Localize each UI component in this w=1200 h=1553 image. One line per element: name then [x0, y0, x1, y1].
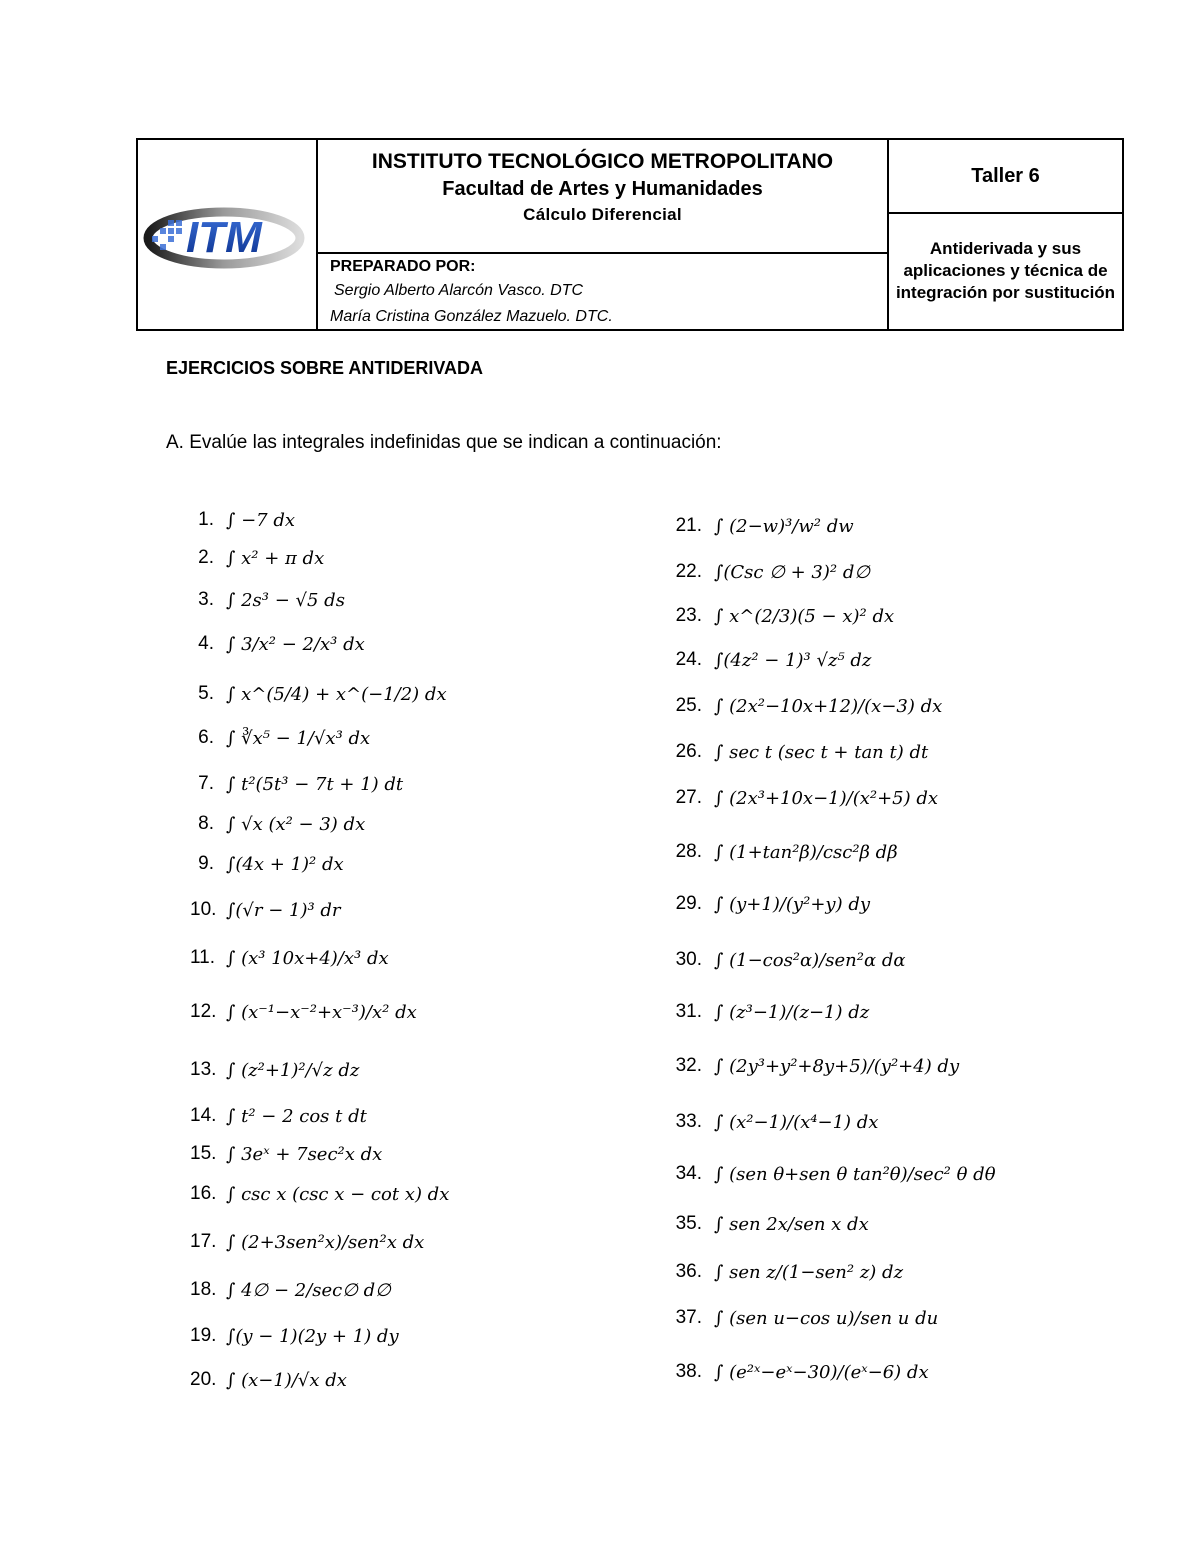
exercise-item: [658, 554, 870, 590]
exercise-number: 5.: [198, 683, 214, 704]
exercise-expression: ∫ (z²+1)²/√z dz: [226, 1059, 360, 1081]
logo-text: ITM: [186, 213, 262, 262]
exercise-expression: ∫ ∛x⁵ − 1/√x³ dx: [226, 727, 371, 749]
exercise-expression: ∫ −7 dx: [226, 509, 296, 531]
exercise-item: [190, 1224, 424, 1260]
exercise-number: 13.: [190, 1059, 217, 1080]
exercise-number: 20.: [190, 1369, 217, 1390]
exercise-item: [190, 1176, 449, 1212]
exercise-item: [190, 540, 324, 576]
exercise-expression: ∫ (1+tan²β)/csc²β dβ: [714, 841, 898, 863]
exercise-expression: ∫ (e²ˣ−eˣ−30)/(eˣ−6) dx: [714, 1361, 929, 1383]
exercise-item: [190, 994, 417, 1030]
exercise-item: [190, 1098, 367, 1134]
exercise-expression: ∫ x^(5/4) + x^(−1/2) dx: [226, 683, 447, 705]
authors-block: [318, 252, 887, 329]
exercise-number: 10.: [190, 899, 217, 920]
exercise-number: 35.: [675, 1213, 702, 1234]
exercise-expression: ∫ (2−w)³/w² dw: [714, 515, 854, 537]
exercise-item: [658, 942, 906, 978]
exercise-expression: ∫(y − 1)(2y + 1) dy: [226, 1325, 399, 1347]
exercise-expression: ∫ 4∅ − 2/sec∅ d∅: [226, 1279, 391, 1301]
exercise-number: 30.: [675, 949, 702, 970]
exercise-item: [658, 642, 871, 678]
exercise-number: 16.: [190, 1183, 217, 1204]
exercise-number: 15.: [190, 1143, 217, 1164]
exercise-expression: ∫ (1−cos²α)/sen²α dα: [714, 949, 906, 971]
exercise-number: 37.: [675, 1307, 702, 1328]
instruction-text: A. Evalúe las integrales indefinidas que se indican a continuación:: [166, 432, 722, 453]
exercise-number: 34.: [675, 1163, 702, 1184]
exercise-number: 29.: [675, 893, 702, 914]
exercise-expression: ∫ (2x²−10x+12)/(x−3) dx: [714, 695, 943, 717]
exercise-expression: ∫ 2s³ − √5 ds: [226, 589, 345, 611]
workshop-title: Taller 6: [889, 140, 1122, 214]
exercise-item: [658, 734, 928, 770]
exercise-item: [190, 720, 370, 756]
exercise-item: [658, 688, 942, 724]
exercise-expression: ∫(√r − 1)³ dr: [226, 899, 341, 921]
exercise-expression: ∫ t² − 2 cos t dt: [226, 1105, 367, 1127]
exercise-number: 23.: [675, 605, 702, 626]
exercise-item: [658, 834, 898, 870]
exercise-number: 27.: [675, 787, 702, 808]
exercise-item: [658, 886, 870, 922]
exercise-expression: ∫ (x³ 10x+4)/x³ dx: [226, 947, 389, 969]
exercise-item: [190, 1318, 399, 1354]
exercise-number: 4.: [198, 633, 214, 654]
institution-cell: [318, 140, 889, 329]
exercise-expression: ∫ sen z/(1−sen² z) dz: [714, 1261, 904, 1283]
exercise-number: 21.: [675, 515, 702, 536]
exercise-expression: ∫(4x + 1)² dx: [226, 853, 344, 875]
exercise-number: 14.: [190, 1105, 217, 1126]
exercise-item: [658, 508, 854, 544]
exercise-item: [190, 1272, 391, 1308]
exercise-item: [190, 892, 341, 928]
exercise-expression: ∫ (sen u−cos u)/sen u du: [714, 1307, 939, 1329]
exercise-expression: ∫ (2+3sen²x)/sen²x dx: [226, 1231, 425, 1253]
exercise-expression: ∫ sen 2x/sen x dx: [714, 1213, 869, 1235]
exercise-item: [190, 502, 295, 538]
section-title: EJERCICIOS SOBRE ANTIDERIVADA: [166, 358, 484, 378]
author-1: Sergio Alberto Alarcón Vasco. DTC: [334, 282, 583, 299]
exercise-item: [190, 806, 365, 842]
exercise-item: [190, 1362, 347, 1398]
header-table: [136, 138, 1124, 331]
itm-logo: [138, 140, 314, 329]
exercise-item: [190, 1136, 382, 1172]
exercise-expression: ∫ √x (x² − 3) dx: [226, 813, 366, 835]
exercise-expression: ∫ (x⁻¹−x⁻²+x⁻³)/x² dx: [226, 1001, 417, 1023]
exercise-number: 11.: [190, 947, 216, 968]
exercise-expression: ∫ x² + π dx: [226, 547, 325, 569]
workshop-topic: Antiderivada y sus aplicaciones y técnica de integración por sustitución: [895, 238, 1116, 302]
exercise-expression: ∫ x^(2/3)(5 − x)² dx: [714, 605, 895, 627]
exercise-item: [190, 940, 389, 976]
exercise-number: 32.: [675, 1055, 702, 1076]
exercise-expression: ∫ (2y³+y²+8y+5)/(y²+4) dy: [714, 1055, 960, 1077]
exercise-number: 9.: [198, 853, 214, 874]
exercise-expression: ∫ sec t (sec t + tan t) dt: [714, 741, 929, 763]
exercise-number: 8.: [198, 813, 214, 834]
workshop-cell: [889, 140, 1122, 329]
logo-cell: [138, 140, 318, 329]
exercise-expression: ∫(4z² − 1)³ √z⁵ dz: [714, 649, 872, 671]
exercise-expression: ∫ (z³−1)/(z−1) dz: [714, 1001, 870, 1023]
exercise-item: [658, 1206, 869, 1242]
exercise-item: [658, 1300, 938, 1336]
exercise-expression: ∫ (sen θ+sen θ tan²θ)/sec² θ dθ: [714, 1163, 996, 1185]
faculty-name: Facultad de Artes y Humanidades: [442, 178, 763, 200]
exercise-item: [658, 1104, 878, 1140]
course-name: Cálculo Diferencial: [523, 205, 682, 224]
exercise-number: 36.: [675, 1261, 702, 1282]
exercise-expression: ∫ 3/x² − 2/x³ dx: [226, 633, 365, 655]
exercise-number: 26.: [675, 741, 702, 762]
exercise-number: 33.: [675, 1111, 702, 1132]
exercise-item: [658, 1354, 929, 1390]
exercise-number: 31.: [675, 1001, 702, 1022]
exercise-expression: ∫ 3eˣ + 7sec²x dx: [226, 1143, 383, 1165]
exercise-expression: ∫ t²(5t³ − 7t + 1) dt: [226, 773, 404, 795]
author-2: María Cristina González Mazuelo. DTC.: [330, 308, 613, 325]
exercise-item: [190, 846, 344, 882]
exercise-number: 2.: [198, 547, 214, 568]
exercise-number: 22.: [675, 561, 702, 582]
exercise-number: 38.: [675, 1361, 702, 1382]
exercise-item: [190, 582, 345, 618]
exercise-number: 18.: [190, 1279, 217, 1300]
exercise-number: 7.: [198, 773, 214, 794]
exercise-expression: ∫ (x²−1)/(x⁴−1) dx: [714, 1111, 879, 1133]
exercise-item: [190, 626, 365, 662]
exercise-expression: ∫ (2x³+10x−1)/(x²+5) dx: [714, 787, 939, 809]
exercise-item: [658, 994, 869, 1030]
exercise-number: 1.: [198, 509, 214, 530]
exercise-number: 19.: [190, 1325, 217, 1346]
exercise-expression: ∫ csc x (csc x − cot x) dx: [226, 1183, 450, 1205]
exercise-item: [658, 1048, 959, 1084]
exercise-item: [658, 780, 938, 816]
exercise-expression: ∫ (y+1)/(y²+y) dy: [714, 893, 871, 915]
exercise-number: 6.: [198, 727, 214, 748]
prepared-by-label: PREPARADO POR:: [330, 258, 476, 275]
exercise-item: [658, 1156, 996, 1192]
institution-name: INSTITUTO TECNOLÓGICO METROPOLITANO: [371, 150, 834, 173]
exercise-expression: ∫ (x−1)/√x dx: [226, 1369, 347, 1391]
exercise-expression: ∫(Csc ∅ + 3)² d∅: [714, 561, 871, 583]
exercise-number: 12.: [190, 1001, 217, 1022]
exercise-item: [190, 676, 447, 712]
exercise-number: 17.: [190, 1231, 217, 1252]
exercise-item: [658, 1254, 903, 1290]
institution-block: [318, 140, 887, 254]
exercise-item: [190, 766, 403, 802]
exercise-number: 25.: [675, 695, 702, 716]
exercise-item: [658, 598, 894, 634]
exercise-number: 24.: [675, 649, 702, 670]
exercise-number: 28.: [675, 841, 702, 862]
exercise-number: 3.: [198, 589, 214, 610]
exercise-item: [190, 1052, 359, 1088]
